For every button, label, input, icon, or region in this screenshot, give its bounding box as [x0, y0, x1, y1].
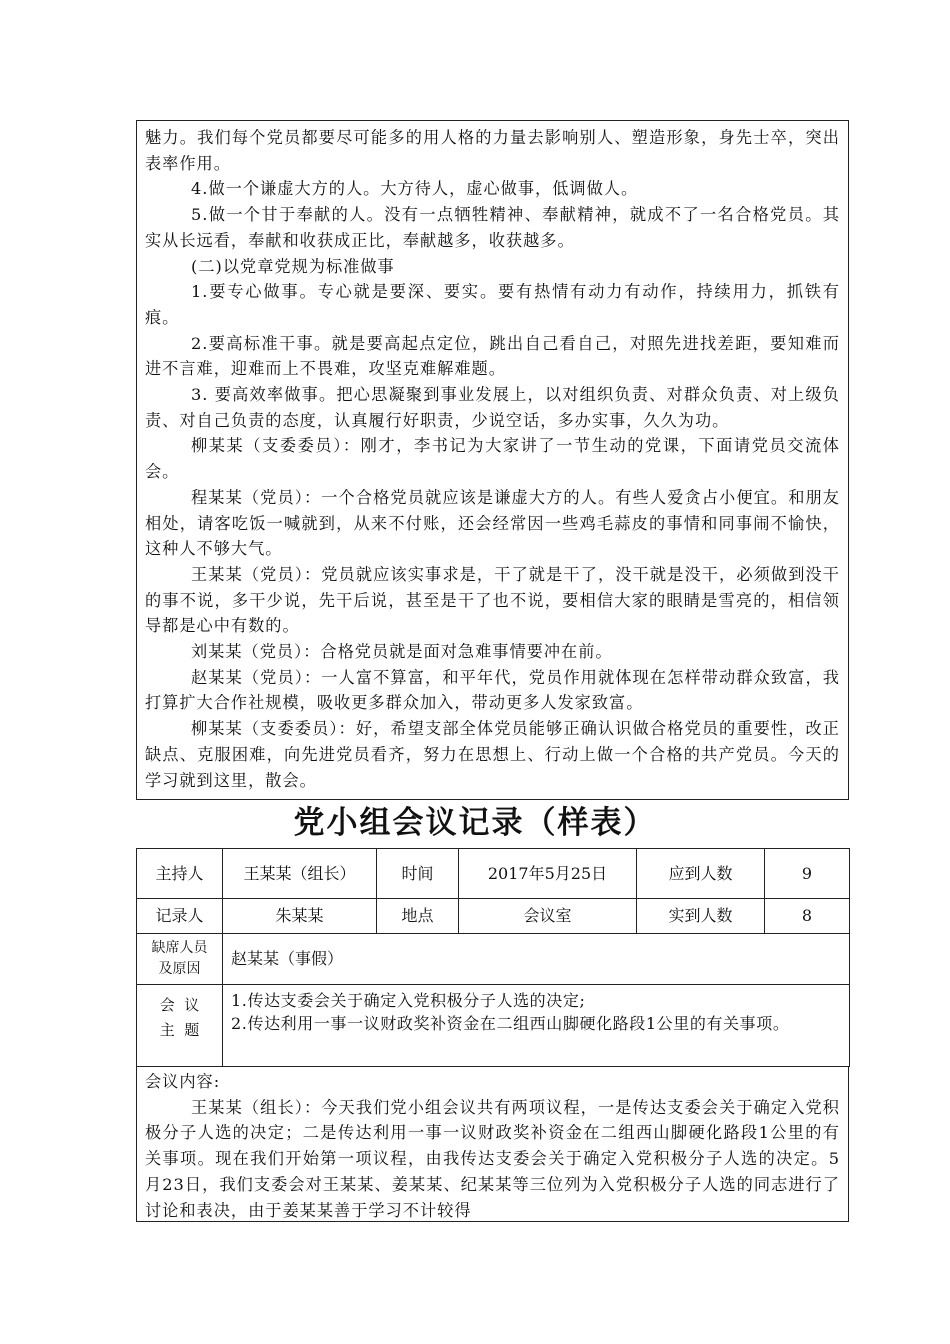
form-title: 党小组会议记录（样表）: [293, 805, 657, 841]
paragraph: 2.要高标准干事。就是要高起点定位，跳出自己看自己，对照先进找差距，要知难而进不言难，迎难而上不畏难，攻坚克难解难题。: [145, 333, 840, 379]
paragraph: 1.要专心做事。专心就是要深、要实。要有热情有动力有动作，持续用力，抓铁有痕。: [145, 282, 840, 327]
paragraph: 5.做一个甘于奉献的人。没有一点牺牲精神、奉献精神，就成不了一名合格党员。其实从长远看，奉献和收获成正比，奉献越多，收获越多。: [145, 205, 840, 250]
topic-line-2: 2.传达利用一事一议财政奖补资金在二组西山脚硬化路段1公里的有关事项。: [231, 1014, 790, 1033]
place-value: 会议室: [459, 899, 637, 934]
paragraph: (二)以党章党规为标准做事: [191, 256, 395, 276]
table-row: [137, 934, 850, 985]
paragraph: 程某某（党员）：一个合格党员就应该是谦虚大方的人。有些人爱贪占小便宜。和朋友相处，请客吃饭一喊就到，从来不付账，还会经常因一些鸡毛蒜皮的事情和同事闹不愉快，这种人不够大气。: [145, 487, 840, 559]
expected-count-label: 应到人数: [637, 849, 765, 899]
content-paragraph: 王某某（组长）：今天我们党小组会议共有两项议程，一是传达支委会关于确定入党积极分子人选的决定；二是传达利用一事一议财政奖补资金在二组西山脚硬化路段1公里的有关事项。现在我们开始第一项议程，由我传达支委会关于确定入党积极分子人选的决定。5月23日，我们支委会对王某某、姜某某、纪某某等三位列为入党积极分子人选的同志进行了讨论和表决，由于姜某某善于学习不计较得: [145, 1097, 840, 1220]
table-row: [137, 849, 850, 899]
topic-value: [223, 985, 850, 1067]
topic-line-1: 1.传达支委会关于确定入党积极分子人选的决定;: [231, 991, 586, 1010]
time-value: 2017年5月25日: [459, 849, 637, 899]
place-label: 地点: [377, 899, 459, 934]
absent-label-line2: 及原因: [158, 961, 201, 977]
absent-value: 赵某某（事假）: [223, 934, 850, 985]
expected-count-value: 9: [765, 849, 850, 899]
table-row: [137, 985, 850, 1067]
host-label: 主持人: [137, 849, 223, 899]
topic-label: [137, 985, 223, 1067]
paragraph: 4.做一个谦虚大方的人。大方待人，虚心做事，低调做人。: [191, 179, 639, 199]
topic-label-line1: 会 议: [159, 996, 200, 1014]
meeting-info-table: [136, 848, 850, 1067]
time-label: 时间: [377, 849, 459, 899]
meeting-notes-continued: [136, 120, 849, 800]
paragraph: 魅力。我们每个党员都要尽可能多的用人格的力量去影响别人、塑造形象，身先士卒，突出表率作用。: [145, 128, 840, 173]
topic-label-line2: 主 题: [159, 1021, 200, 1039]
recorder-value: 朱某某: [223, 899, 377, 934]
content-label: 会议内容:: [145, 1072, 221, 1091]
paragraph: 赵某某（党员）：一人富不算富，和平年代，党员作用就体现在怎样带动群众致富，我打算扩大合作社规模，吸收更多群众加入，带动更多人发家致富。: [145, 667, 840, 713]
recorder-label: 记录人: [137, 899, 223, 934]
absent-label: [137, 934, 223, 985]
paragraph: 3. 要高效率做事。把心思凝聚到事业发展上，以对组织负责、对群众负责、对上级负责、对自己负责的态度，认真履行好职责，少说空话，多办实事，久久为功。: [145, 385, 840, 430]
paragraph: 王某某（党员）：党员就应该实事求是，干了就是干了，没干就是没干，必须做到没干的事不说，多干少说，先干后说，甚至是干了也不说，要相信大家的眼睛是雪亮的，相信领导都是心中有数的。: [145, 564, 840, 636]
paragraph: 柳某某（支委委员）：好，希望支部全体党员能够正确认识做合格党员的重要性，改正缺点、克服困难，向先进党员看齐，努力在思想上、行动上做一个合格的共产党员。今天的学习就到这里，散会。: [145, 719, 840, 790]
paragraph: 刘某某（党员）：合格党员就是面对急难事情要冲在前。: [191, 642, 613, 662]
paragraph: 柳某某（支委委员）：刚才，李书记为大家讲了一节生动的党课，下面请党员交流体会。: [145, 436, 840, 482]
absent-label-line1: 缺席人员: [151, 940, 208, 956]
actual-count-value: 8: [765, 899, 850, 934]
meeting-content-box: [136, 1066, 849, 1222]
actual-count-label: 实到人数: [637, 899, 765, 934]
table-row: [137, 899, 850, 934]
host-value: 王某某（组长）: [223, 849, 377, 899]
